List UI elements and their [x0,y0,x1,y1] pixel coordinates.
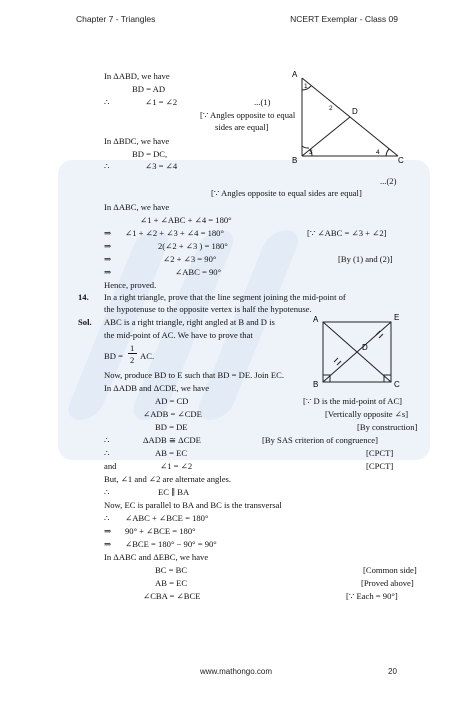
text-line: 90° + ∠BCE = 180° [125,526,196,536]
fig2-label-C: C [394,380,400,388]
text-line: AB = EC [155,578,188,588]
text-line: ∴ [104,97,110,107]
text-line: Now, EC is parallel to BA and BC is the transversal [104,500,282,510]
fig1-angle-2: 2 [329,105,333,112]
text-line: ∠BCE = 180° − 90° = 90° [125,539,217,549]
text-line: 2(∠2 + ∠3 ) = 180° [158,241,228,251]
text-line: In ΔABC and ΔEBC, we have [104,552,209,562]
text-line: [By SAS criterion of congruence] [262,435,378,445]
text-line: ∠1 = ∠2 [145,97,178,107]
text-line: In ΔABC, we have [104,202,170,212]
fraction-numerator: 1 [130,343,135,353]
text-line: In ΔBDC, we have [104,136,170,146]
text-line: In ΔABD, we have [104,71,170,81]
fraction-bar [128,353,137,354]
text-line: [∵ Angles opposite to equal [200,110,296,120]
text-line: ∠2 + ∠3 = 90° [163,254,217,264]
fig1-label-C: C [398,156,404,165]
fig2-label-B: B [313,380,319,388]
text-line: BD = AD [132,84,166,94]
fig1-label-A: A [292,70,298,79]
text-line: ∴ [104,487,110,497]
text-line: and [104,461,117,471]
text-line: ⇒ [104,539,112,549]
text-line: ...(2) [380,176,397,186]
text-line: In a right triangle, prove that the line segment joining the mid-point of [104,292,346,302]
text-line: AC. [140,351,155,361]
fig1-angle-4: 4 [376,149,380,156]
fig1-label-B: B [292,156,298,165]
text-line: In ΔADB and ΔCDE, we have [104,383,210,393]
page-number: 20 [388,667,397,676]
text-line: ⇒ [104,254,112,264]
text-line: [∵ Each = 90°] [346,591,398,601]
text-line: [Proved above] [361,578,414,588]
text-line: But, ∠1 and ∠2 are alternate angles. [104,474,232,484]
text-line: [By (1) and (2)] [338,254,393,264]
text-line: AB = EC [155,448,188,458]
header-chapter: Chapter 7 - Triangles [76,14,156,24]
text-line: ∠1 + ∠2 + ∠3 + ∠4 = 180° [125,228,224,238]
fig2-label-D: D [362,343,368,352]
header-book: NCERT Exemplar - Class 09 [290,14,398,24]
triangle-figure-1 [290,68,405,166]
text-line: ∴ [104,448,110,458]
text-line: ∴ [104,513,110,523]
text-line: ⇒ [104,228,112,238]
text-line: [Common side] [363,565,417,575]
text-line: ∠ADB = ∠CDE [143,409,202,419]
text-line: [∵ ∠ABC = ∠3 + ∠2] [307,228,387,238]
text-line: Hence, proved. [104,280,157,290]
text-line: [∵ Angles opposite to equal sides are equal] [211,188,362,198]
text-line: ∠ABC = 90° [175,267,222,277]
text-line: EC ∥ BA [158,487,190,497]
text-line: ∴ [104,435,110,445]
text-line: [By construction] [357,422,418,432]
text-line: ∴ [104,161,110,171]
fig2-label-E: E [394,313,400,322]
text-line: AD = CD [155,396,189,406]
text-line: ΔADB ≅ ΔCDE [143,435,201,445]
fig1-angle-3: 3 [309,149,313,156]
text-line: ABC is a right triangle, right angled at B and D is [104,317,275,327]
text-line: Now, produce BD to E such that BD = DE. Join EC. [104,370,284,380]
text-line: [∵ D is the mid-point of AC] [303,396,403,406]
text-line: ∠CBA = ∠BCE [143,591,201,601]
text-line: BC = BC [155,565,188,575]
fig2-label-A: A [313,315,319,324]
text-line: ⇒ [104,241,112,251]
text-line: [CPCT] [366,448,394,458]
text-line: Sol. [78,317,92,327]
text-line: [Vertically opposite ∠s] [325,409,409,419]
text-line: ⇒ [104,267,112,277]
text-line: ∠ABC + ∠BCE = 180° [125,513,209,523]
text-line: ∠3 = ∠4 [145,161,178,171]
text-line: ∠1 = ∠2 [160,461,193,471]
fig1-angle-1: 1 [304,83,308,90]
text-line: [CPCT] [366,461,394,471]
text-line: the hypotenuse to the opposite vertex is half the hypotenuse. [104,304,312,314]
text-line: 14. [78,292,89,302]
text-line: sides are equal] [215,122,269,132]
fraction-denominator: 2 [130,355,135,365]
text-line: ⇒ [104,526,112,536]
triangle-figure-2 [310,312,406,388]
text-line: BD = DC, [132,149,168,159]
text-line: BD = [104,351,123,361]
text-line: ...(1) [254,97,271,107]
text-line: BD = DE [155,422,188,432]
text-line: ∠1 + ∠ABC + ∠4 = 180° [140,215,232,225]
footer-site: www.mathongo.com [200,667,273,676]
text-line: the mid-point of AC. We have to prove that [104,330,253,340]
fig1-label-D: D [352,107,358,116]
